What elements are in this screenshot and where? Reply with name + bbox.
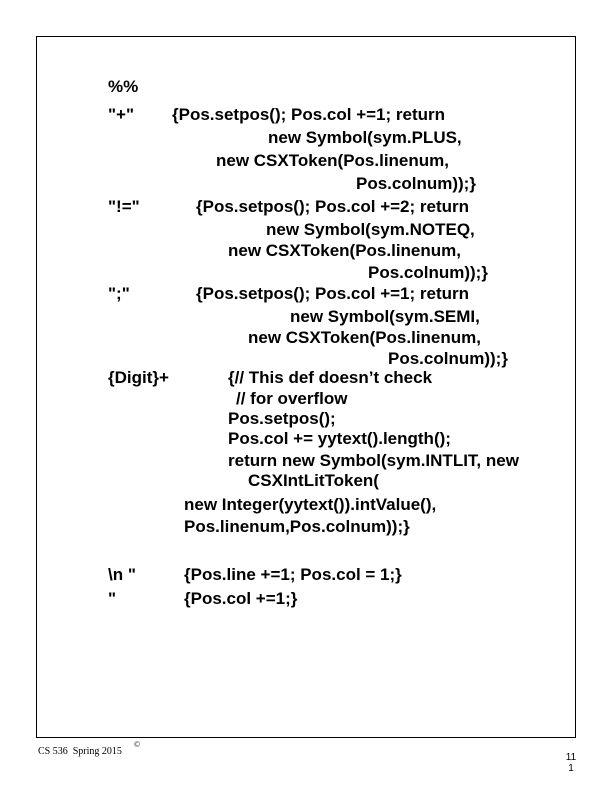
action-line: new Symbol(sym.SEMI, (290, 307, 480, 326)
action-line: Pos.col += yytext().length(); (228, 429, 451, 448)
footer-course: CS 536 Spring 2015 (38, 746, 122, 757)
action-line: return new Symbol(sym.INTLIT, new (228, 451, 519, 470)
action-line: Pos.colnum));} (368, 263, 488, 282)
action-line: {Pos.col +=1;} (184, 589, 298, 608)
action-line: new Symbol(sym.NOTEQ, (266, 220, 475, 239)
action-line: {Pos.line +=1; Pos.col = 1;} (184, 565, 402, 584)
copyright-mark: © (134, 740, 141, 749)
page-number-line1: 11 (565, 752, 577, 763)
pattern-newline: \n " (108, 565, 136, 584)
action-line: {Pos.setpos(); Pos.col +=2; return (196, 197, 470, 216)
comment-line: // for overflow (236, 389, 348, 408)
action-line: {// This def doesn’t check (228, 368, 433, 387)
page-number-line2: 1 (568, 763, 574, 774)
action-line: new CSXToken(Pos.linenum, (228, 241, 461, 260)
action-line: CSXIntLitToken( (248, 471, 379, 490)
action-line: new CSXToken(Pos.linenum, (216, 151, 449, 170)
action-line: {Pos.setpos(); Pos.col +=1; return (196, 284, 470, 303)
page-number (560, 752, 582, 774)
pattern-space: " (108, 589, 117, 608)
action-line: {Pos.setpos(); Pos.col +=1; return (172, 105, 446, 124)
pattern-semi: ";" (108, 284, 130, 303)
section-delimiter: %% (108, 77, 139, 96)
action-line: Pos.setpos(); (228, 409, 336, 428)
pattern-noteq: "!=" (108, 197, 140, 216)
action-line: new Integer(yytext()).intValue(), (184, 495, 437, 514)
action-line: new CSXToken(Pos.linenum, (248, 328, 481, 347)
pattern-digit: {Digit}+ (108, 368, 169, 387)
action-line: new Symbol(sym.PLUS, (268, 128, 462, 147)
action-line: Pos.colnum));} (356, 174, 476, 193)
action-line: Pos.colnum));} (388, 349, 508, 368)
pattern-plus: "+" (108, 105, 135, 124)
action-line: Pos.linenum,Pos.colnum));} (184, 517, 410, 536)
